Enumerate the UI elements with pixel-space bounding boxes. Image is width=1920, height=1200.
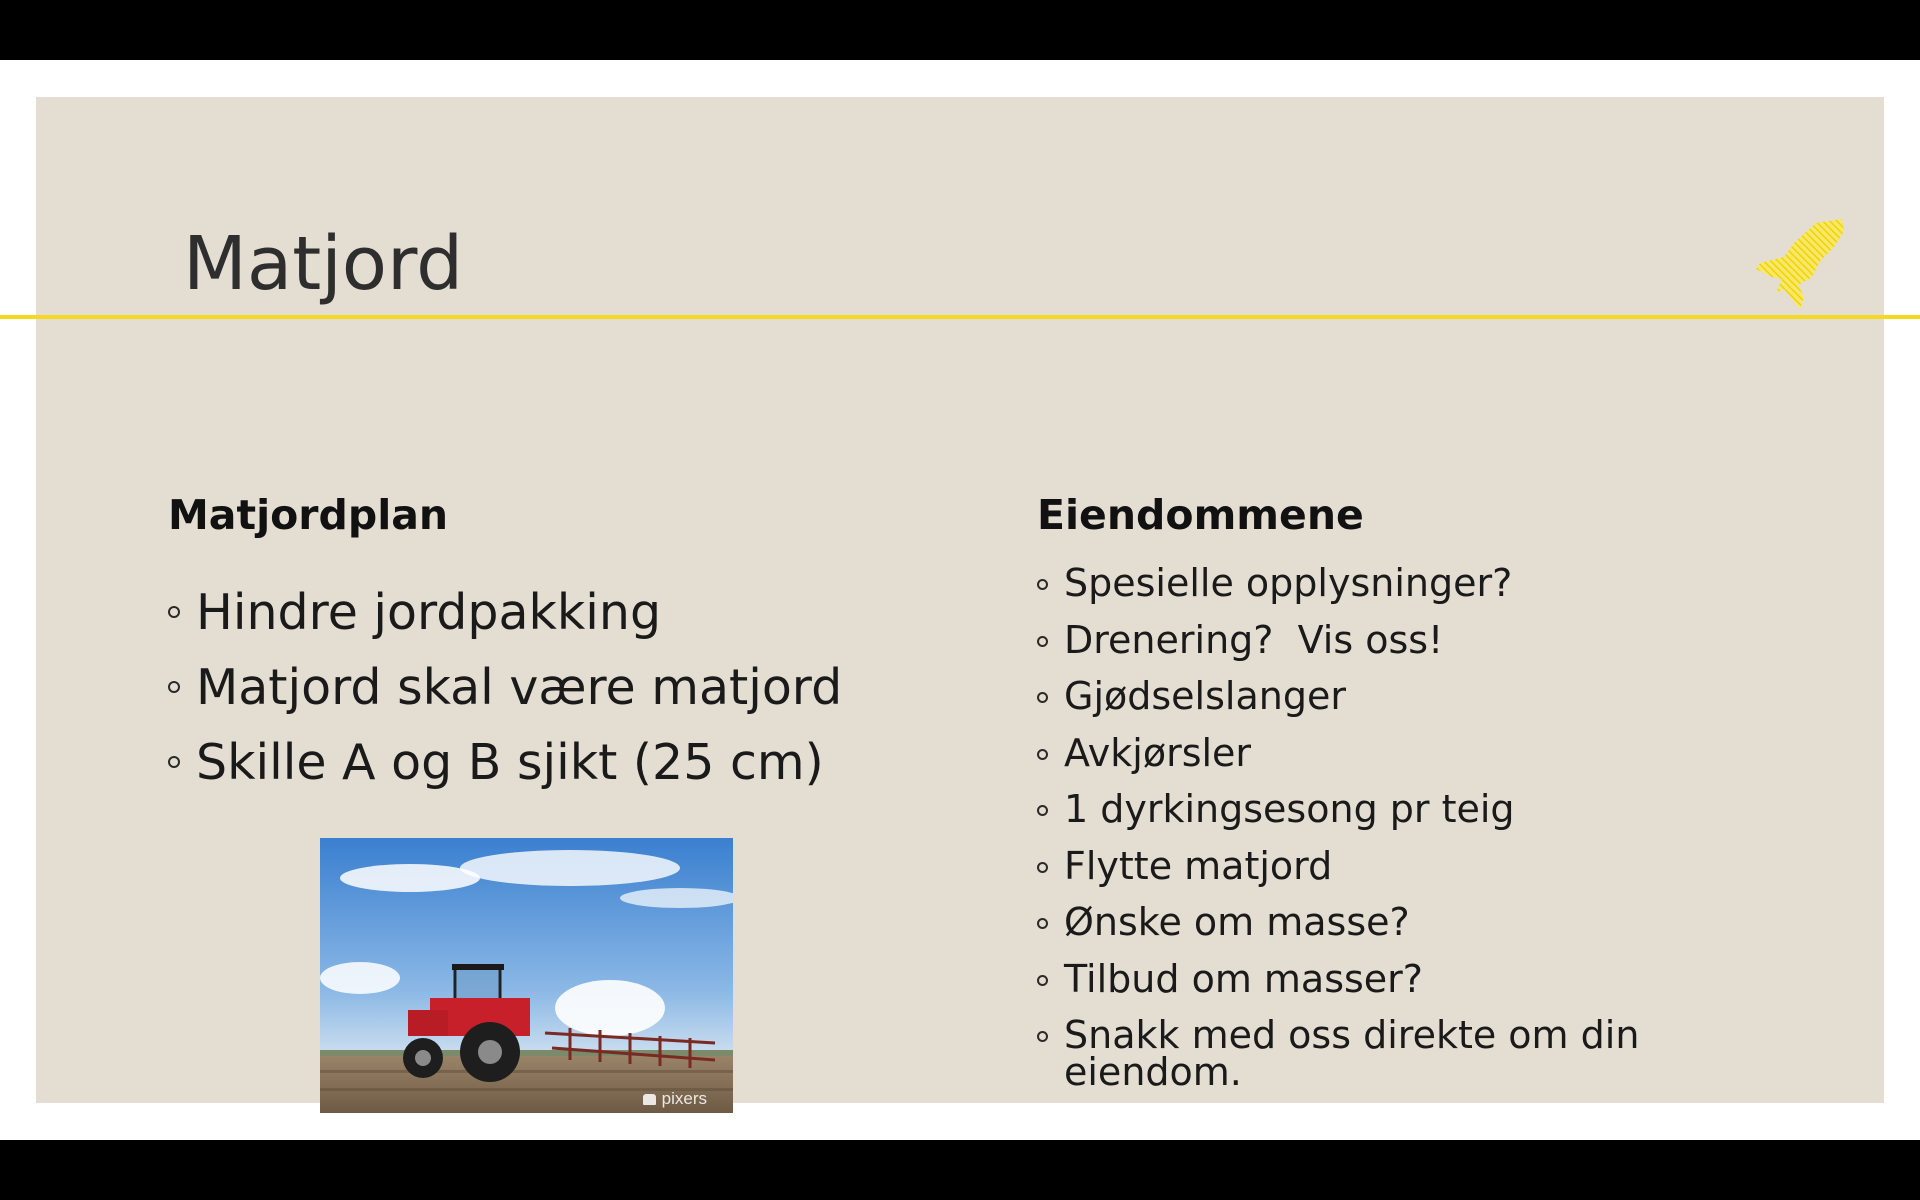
list-item (1037, 787, 1737, 831)
list-item-text: Snakk med oss direkte om din eiendom. (1064, 1013, 1640, 1094)
list-item (168, 650, 928, 725)
bullet-circle-icon (1037, 636, 1048, 647)
list-item-text: Skille A og B sjikt (25 cm) (196, 734, 824, 791)
bird-logo-icon (1754, 217, 1846, 317)
list-item-text: Tilbud om masser? (1064, 956, 1423, 1001)
list-item-text: Hindre jordpakking (196, 584, 662, 641)
list-item-text: 1 dyrkingsesong pr teig (1064, 787, 1515, 831)
bullet-circle-icon (168, 756, 180, 768)
slide-title: Matjord (183, 221, 464, 307)
list-item-text: Ønske om masse? (1064, 900, 1410, 944)
left-bullet-list (168, 575, 928, 800)
list-item (1037, 730, 1737, 775)
tractor-photo (320, 838, 733, 1113)
bullet-circle-icon (168, 681, 180, 693)
camera-icon (643, 1094, 656, 1105)
title-accent-line (0, 315, 1920, 319)
list-item (1037, 617, 1737, 662)
list-item-text: Drenering? Vis oss! (1064, 617, 1444, 662)
list-item-text: Gjødselslanger (1064, 674, 1346, 718)
right-column-heading: Eiendommene (1037, 491, 1364, 539)
list-item (1037, 674, 1737, 718)
slide (36, 97, 1884, 1108)
list-item (168, 575, 928, 650)
bullet-circle-icon (1037, 749, 1048, 760)
bullet-circle-icon (1037, 862, 1048, 873)
list-item (168, 725, 928, 800)
list-item (1037, 956, 1737, 1001)
bullet-circle-icon (1037, 579, 1048, 590)
bullet-circle-icon (1037, 918, 1048, 929)
list-item-text: Spesielle opplysninger? (1064, 561, 1513, 605)
list-item (1037, 561, 1737, 605)
slide-stage (0, 60, 1920, 1140)
right-bullet-list (1037, 561, 1737, 1111)
list-item-text: Flytte matjord (1064, 843, 1333, 888)
list-item (1037, 1013, 1737, 1094)
letterbox-bottom (0, 1140, 1920, 1200)
bullet-circle-icon (1037, 975, 1048, 986)
letterbox-top (0, 0, 1920, 60)
bullet-circle-icon (1037, 692, 1048, 703)
list-item-text: Matjord skal være matjord (196, 659, 843, 716)
photo-watermark (643, 1089, 707, 1109)
left-column-heading: Matjordplan (168, 491, 449, 539)
bullet-circle-icon (1037, 1031, 1048, 1042)
list-item-text: Avkjørsler (1064, 730, 1252, 775)
list-item (1037, 843, 1737, 888)
list-item (1037, 900, 1737, 944)
watermark-text: pixers (661, 1089, 707, 1108)
bullet-circle-icon (168, 606, 180, 618)
bullet-circle-icon (1037, 805, 1048, 816)
